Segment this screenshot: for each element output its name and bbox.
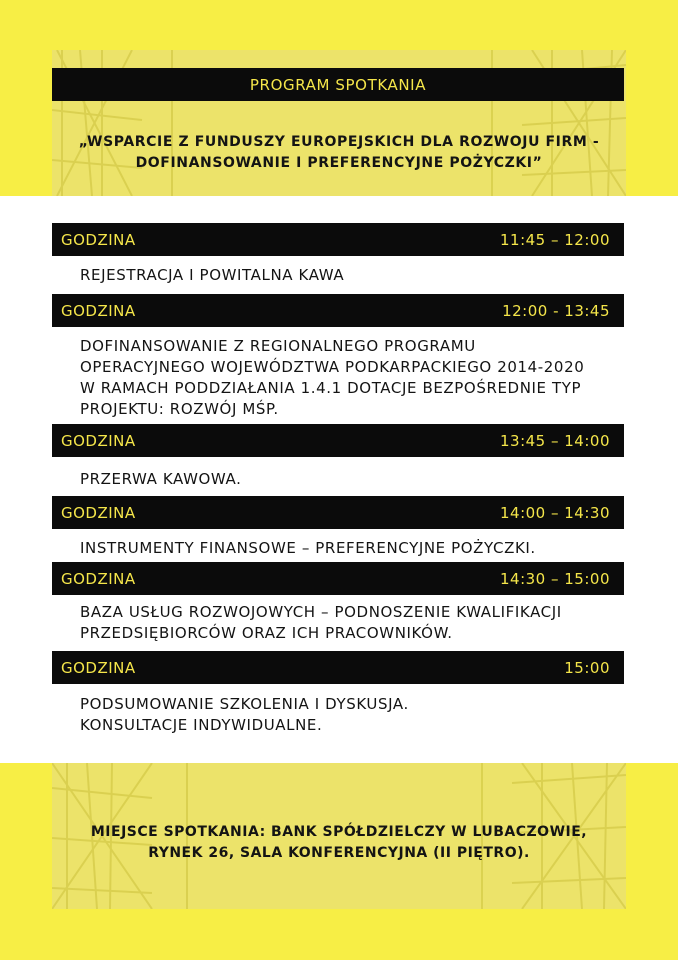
location-line: MIEJSCE SPOTKANIA: BANK SPÓŁDZIELCZY W LUBACZOWIE,: [90, 824, 588, 840]
description-line: PRZEDSIĘBIORCÓW ORAZ ICH PRACOWNIKÓW.: [80, 624, 453, 642]
hour-label: GODZINA: [61, 230, 136, 249]
hour-label: GODZINA: [61, 658, 136, 677]
schedule-item-description: [80, 538, 640, 559]
location-line: RYNEK 26, SALA KONFERENCYJNA (II PIĘTRO).: [148, 845, 530, 861]
hour-time: 14:30 – 15:00: [500, 569, 610, 588]
schedule-hour-bar: [52, 651, 624, 684]
description-line: PROJEKTU: ROZWÓJ MŚP.: [80, 400, 279, 418]
subtitle-line: „WSPARCIE Z FUNDUSZY EUROPEJSKICH DLA ROZWOJU FIRM -: [78, 134, 600, 150]
description-line: REJESTRACJA I POWITALNA KAWA: [80, 266, 345, 284]
schedule-hour-bar: [52, 424, 624, 457]
schedule-item-description: [80, 265, 640, 286]
description-line: INSTRUMENTY FINANSOWE – PREFERENCYJNE POŻYCZKI.: [80, 539, 536, 557]
schedule-hour-bar: [52, 496, 624, 529]
schedule-hour-bar: [52, 294, 624, 327]
description-line: DOFINANSOWANIE Z REGIONALNEGO PROGRAMU: [80, 337, 476, 355]
hour-time: 12:00 - 13:45: [502, 301, 610, 320]
page-title-bar: [52, 68, 624, 101]
event-subtitle: [52, 132, 626, 174]
hour-label: GODZINA: [61, 431, 136, 450]
page-title: PROGRAM SPOTKANIA: [249, 75, 427, 94]
hour-time: 14:00 – 14:30: [500, 503, 610, 522]
hour-time: 15:00: [564, 658, 610, 677]
description-line: OPERACYJNEGO WOJEWÓDZTWA PODKARPACKIEGO 2014-2020: [80, 358, 585, 376]
hour-time: 11:45 – 12:00: [500, 230, 610, 249]
hour-time: 13:45 – 14:00: [500, 431, 610, 450]
description-line: W RAMACH PODDZIAŁANIA 1.4.1 DOTACJE BEZPOŚREDNIE TYP: [80, 379, 582, 397]
description-line: KONSULTACJE INDYWIDUALNE.: [80, 716, 323, 734]
schedule-item-description: [80, 694, 640, 736]
description-line: BAZA USŁUG ROZWOJOWYCH – PODNOSZENIE KWALIFIKACJI: [80, 603, 562, 621]
hour-label: GODZINA: [61, 503, 136, 522]
schedule-item-description: [80, 602, 640, 644]
hour-label: GODZINA: [61, 569, 136, 588]
schedule-item-description: [80, 469, 640, 490]
subtitle-line: DOFINANSOWANIE I PREFERENCYJNE POŻYCZKI”: [135, 155, 543, 171]
hour-label: GODZINA: [61, 301, 136, 320]
schedule-item-description: [80, 336, 640, 420]
description-line: PODSUMOWANIE SZKOLENIA I DYSKUSJA.: [80, 695, 409, 713]
meeting-location: [52, 822, 626, 864]
description-line: PRZERWA KAWOWA.: [80, 470, 242, 488]
schedule-hour-bar: [52, 562, 624, 595]
schedule-hour-bar: [52, 223, 624, 256]
